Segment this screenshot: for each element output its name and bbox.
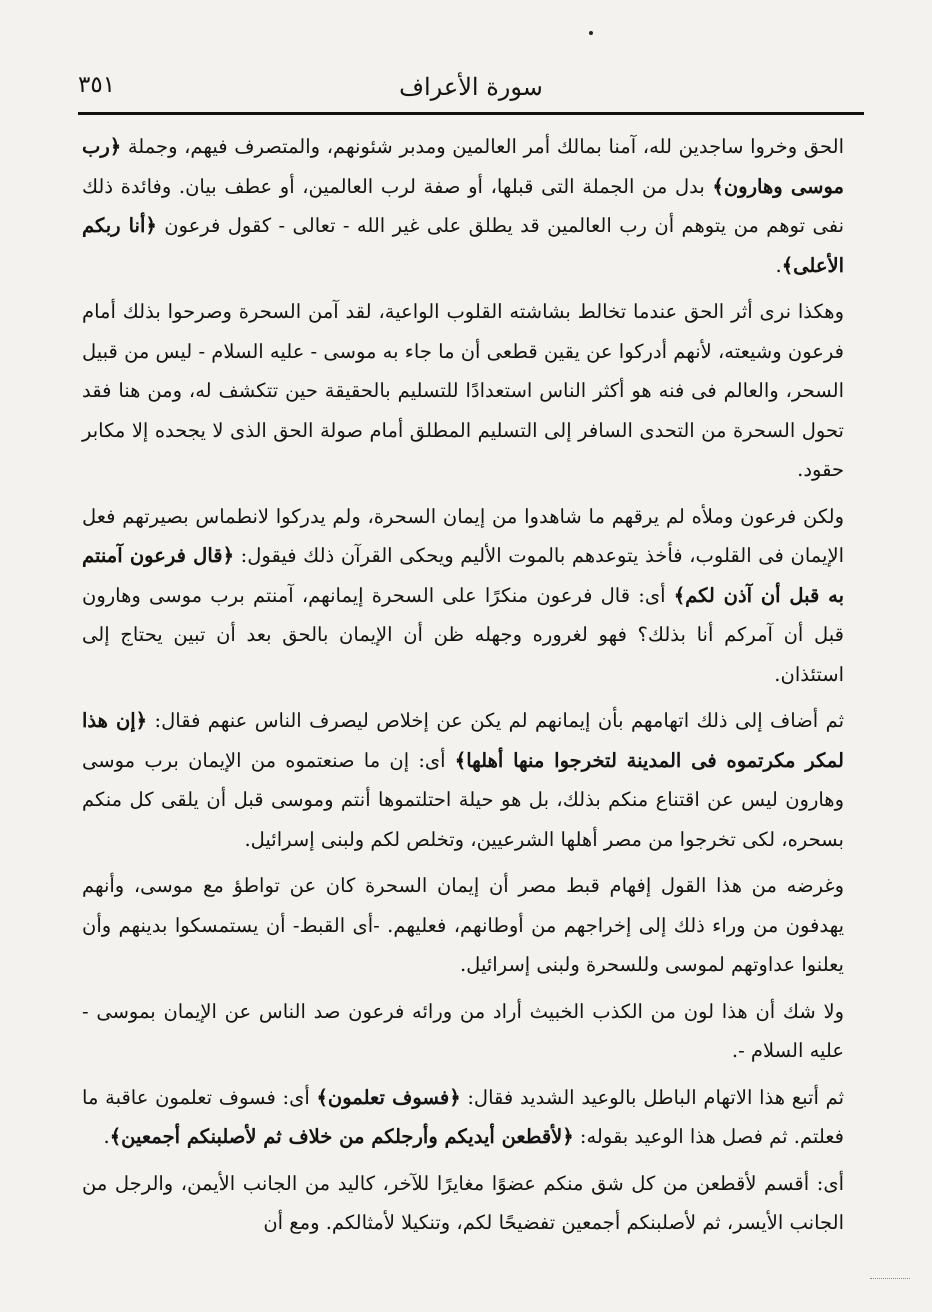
paragraph-text: . — [775, 253, 782, 277]
paragraph-text: وغرضه من هذا القول إفهام قبط مصر أن إيمان السحرة كان عن تواطؤ مع موسى، وأنهم يهدفون من وراء ذلك إلى إخراجهم من أوطانهم، فعليهم. -أى القبط- أن يستمسكوا بدينهم وأن يعلنوا عداوتهم لموسى وللسحرة ولبنى إسرائيل. — [82, 874, 844, 976]
page-header — [78, 72, 864, 108]
ink-dot — [589, 31, 593, 35]
paragraph — [82, 497, 844, 695]
paragraph-text: وهكذا نرى أثر الحق عندما تخالط بشاشته القلوب الواعية، لقد آمن السحرة وصرحوا بذلك أمام فرعون وشيعته، لأنهم أدركوا عن يقين قطعى أن ما جاء به موسى - عليه السلام - ليس من قبيل السحر، والعالم فى فنه هو أكثر الناس استعدادًا للتسليم بالحقيقة حين تتكشف له، ومن هنا فقد تحول السحرة من التحدى السافر إلى التسليم المطلق أمام صولة الحق الذى لا يجحده إلا مكابر حقود. — [82, 300, 844, 481]
paragraph — [82, 292, 844, 490]
paragraph — [82, 866, 844, 985]
body-text — [82, 127, 844, 1250]
quran-quote: ﴿قال فرعون آمنتم به قبل أن آذن لكم﴾ — [82, 544, 844, 607]
paragraph-text: . — [103, 1125, 110, 1148]
paragraph-text: أى: فسوف تعلمون عاقبة ما فعلتم. ثم فصل هذا الوعيد بقوله: — [82, 1085, 844, 1148]
scan-mark — [870, 1278, 910, 1281]
quran-quote: ﴿فسوف تعلمون﴾ — [316, 1085, 461, 1109]
quran-quote: ﴿لأقطعن أيديكم وأرجلكم من خلاف ثم لأصلبنكم أجمعين﴾ — [109, 1125, 574, 1148]
page-number: ٣٥١ — [78, 72, 116, 98]
paragraph-text: الحق وخروا ساجدين لله، آمنا بمالك أمر العالمين ومدبر شئونهم، والمتصرف فيهم، وجملة — [121, 135, 844, 158]
surah-title: سورة الأعراف — [399, 73, 543, 101]
paragraph — [82, 992, 844, 1071]
paragraph — [82, 1164, 844, 1243]
paragraph-text: ثم أضاف إلى ذلك اتهامهم بأن إيمانهم لم يكن عن إخلاص ليصرف الناس عنهم فقال: — [147, 709, 844, 732]
paragraph-text: بدل من الجملة التى قبلها، أو صفة لرب العالمين، أو عطف بيان. وفائدة ذلك نفى توهم من يتوهم أن رب العالمين قد يطلق على غير الله - تعالى - كقول فرعون — [82, 174, 844, 237]
paragraph-text: ولكن فرعون وملأه لم يرقهم ما شاهدوا من إيمان السحرة، ولم يدركوا لانطماس بصيرتهم فعل الإيمان فى القلوب، فأخذ يتوعدهم بالموت الأليم ويحكى القرآن ذلك فيقول: — [82, 504, 844, 567]
paragraph-text: أى: قال فرعون منكرًا على السحرة إيمانهم، آمنتم برب موسى وهارون قبل أن آمركم أنا بذلك؟ فهو لغروره وجهله ظن أن الإيمان بالحق بعد أن تبين يحتاج إلى استئذان. — [82, 583, 844, 686]
quran-quote: ﴿أنا ربكم الأعلى﴾ — [82, 214, 844, 277]
paragraph-text: أى: أقسم لأقطعن من كل شق منكم عضوًا مغايرًا للآخر، كاليد من الجانب الأيمن، والرجل من الجانب الأيسر، ثم لأصلبنكم أجمعين تفضيحًا لكم، وتنكيلا لأمثالكم. ومع أن — [82, 1171, 844, 1234]
quran-quote: ﴿رب موسى وهارون﴾ — [82, 135, 844, 198]
paragraph-text: ثم أتبع هذا الاتهام الباطل بالوعيد الشديد فقال: — [460, 1085, 844, 1109]
quran-quote: ﴿إن هذا لمكر مكرتموه فى المدينة لتخرجوا منها أهلها﴾ — [82, 709, 844, 772]
paragraph — [82, 127, 844, 285]
paragraph — [82, 701, 844, 859]
paragraph-text: أى: إن ما صنعتموه من الإيمان برب موسى وهارون ليس عن اقتناع منكم بذلك، بل هو حيلة احتلتموها أنتم وموسى قبل أن يلقى كل منكم بسحره، لكى تخرجوا من مصر أهلها الشرعيين، وتخلص لكم ولبنى إسرائيل. — [82, 748, 844, 851]
paragraph-text: ولا شك أن هذا لون من الكذب الخبيث أراد من ورائه فرعون صد الناس عن الإيمان بموسى - عليه السلام -. — [82, 999, 844, 1062]
header-rule — [78, 112, 864, 115]
paragraph — [82, 1078, 844, 1157]
